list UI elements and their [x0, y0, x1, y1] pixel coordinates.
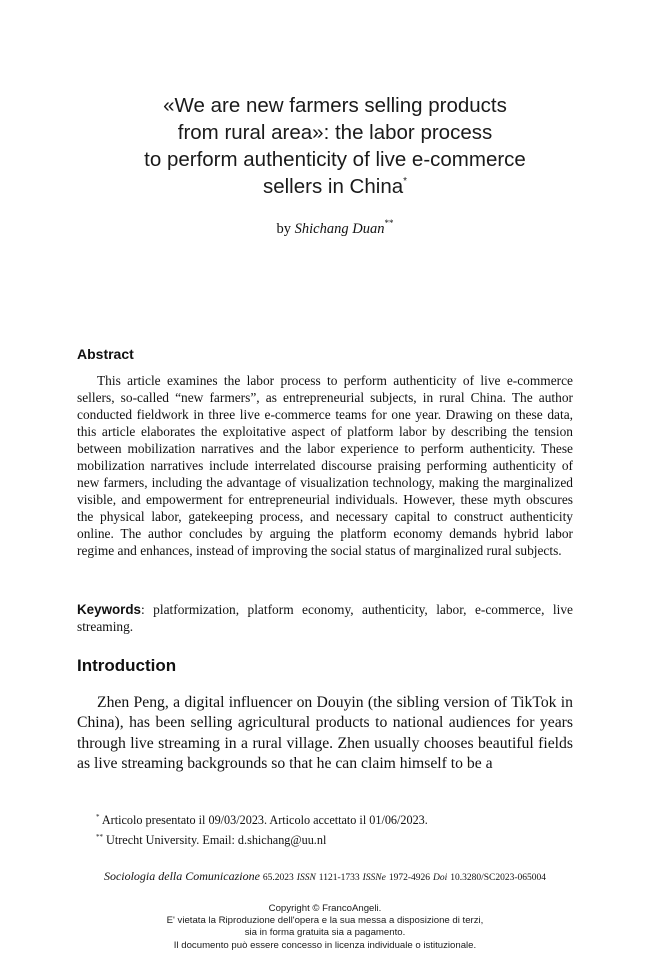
- footnote-2-text: Utrecht University. Email: d.shichang@uu.nl: [106, 833, 327, 847]
- introduction-heading: Introduction: [77, 656, 177, 675]
- copyright-notice: [0, 903, 650, 952]
- journal-citation: [0, 868, 650, 886]
- abstract-body: This article examines the labor process to perform authenticity of live e-commerce sellers, so-called “new farmers”, as entrepreneurial subjects, in rural China. The author conducted fieldwork in three live e-commerce teams for one year. Drawing on these data, this article elaborates the exploitative aspect of platform labor by describing the tension between mobilization narratives and the labor experience to perform authenticity. These mobilization narratives include interrelated discourse praising performing authenticity of new farmers, including the advantage of visualization technology, making the marginalized visible, and empowerment for entrepreneurial individuals. However, these myth obscures the physical labor, gatekeeping process, and necessary capital to construct authenticity online. The author concludes by arguing the platform economy demands hybrid labor regime and enhances, instead of improving the social status of marginalized rural subjects.: [77, 373, 573, 559]
- byline: [0, 220, 650, 238]
- footnote-1-mark: *: [96, 813, 100, 821]
- copyright-line-2: E' vietata la Riproduzione dell'opera e la sua messa a disposizione di terzi,: [166, 915, 484, 927]
- issn-value: 1121-1733: [318, 873, 360, 883]
- byline-prefix: by: [276, 221, 292, 237]
- doi-value: 10.3280/SC2023-065004: [450, 873, 547, 883]
- doi-label: Doi: [433, 873, 448, 883]
- title-line-2: from rural area»: the labor process: [177, 121, 493, 144]
- author-name: Shichang Duan: [294, 221, 385, 237]
- introduction-body: Zhen Peng, a digital influencer on Douyin (the sibling version of TikTok in China), has been selling agricultural products to national audiences for years through live streaming in a rural village. Zhen usually chooses beautiful fields as live streaming backgrounds so that he can claim himself to be a: [77, 694, 573, 772]
- footnote-2-mark: **: [96, 833, 103, 841]
- keywords-label: Keywords: [77, 602, 141, 617]
- abstract-heading: Abstract: [77, 346, 134, 362]
- title-line-3: to perform authenticity of live e-commerce: [144, 148, 526, 171]
- issne-label: ISSNe: [362, 873, 386, 883]
- issn-label: ISSN: [296, 873, 316, 883]
- title-line-1: «We are new farmers selling products: [163, 94, 507, 117]
- journal-issue: 65.2023: [262, 873, 294, 883]
- copyright-line-4: Il documento può essere concesso in licenza individuale o istituzionale.: [173, 939, 477, 951]
- copyright-line-1: Copyright © FrancoAngeli.: [268, 903, 382, 914]
- title-line-4-text: sellers in China: [262, 175, 404, 198]
- keywords-list: : platformization, platform economy, authenticity, labor, e-commerce, live streaming.: [77, 602, 573, 634]
- journal-name: Sociologia della Comunicazione: [103, 869, 260, 883]
- footnotes: [96, 810, 576, 850]
- footnote-2: [96, 830, 576, 850]
- title-footnote-mark: *: [403, 176, 408, 187]
- issne-value: 1972-4926: [388, 873, 430, 883]
- footnote-1-text: Articolo presentato il 09/03/2023. Articolo accettato il 01/06/2023.: [101, 813, 428, 827]
- article-title: [60, 92, 610, 200]
- author-footnote-mark: **: [384, 218, 394, 228]
- copyright-line-3: sia in forma gratuita sia a pagamento.: [244, 927, 406, 939]
- keywords: [77, 601, 573, 635]
- title-line-4: [60, 173, 610, 200]
- footnote-1: [96, 810, 576, 830]
